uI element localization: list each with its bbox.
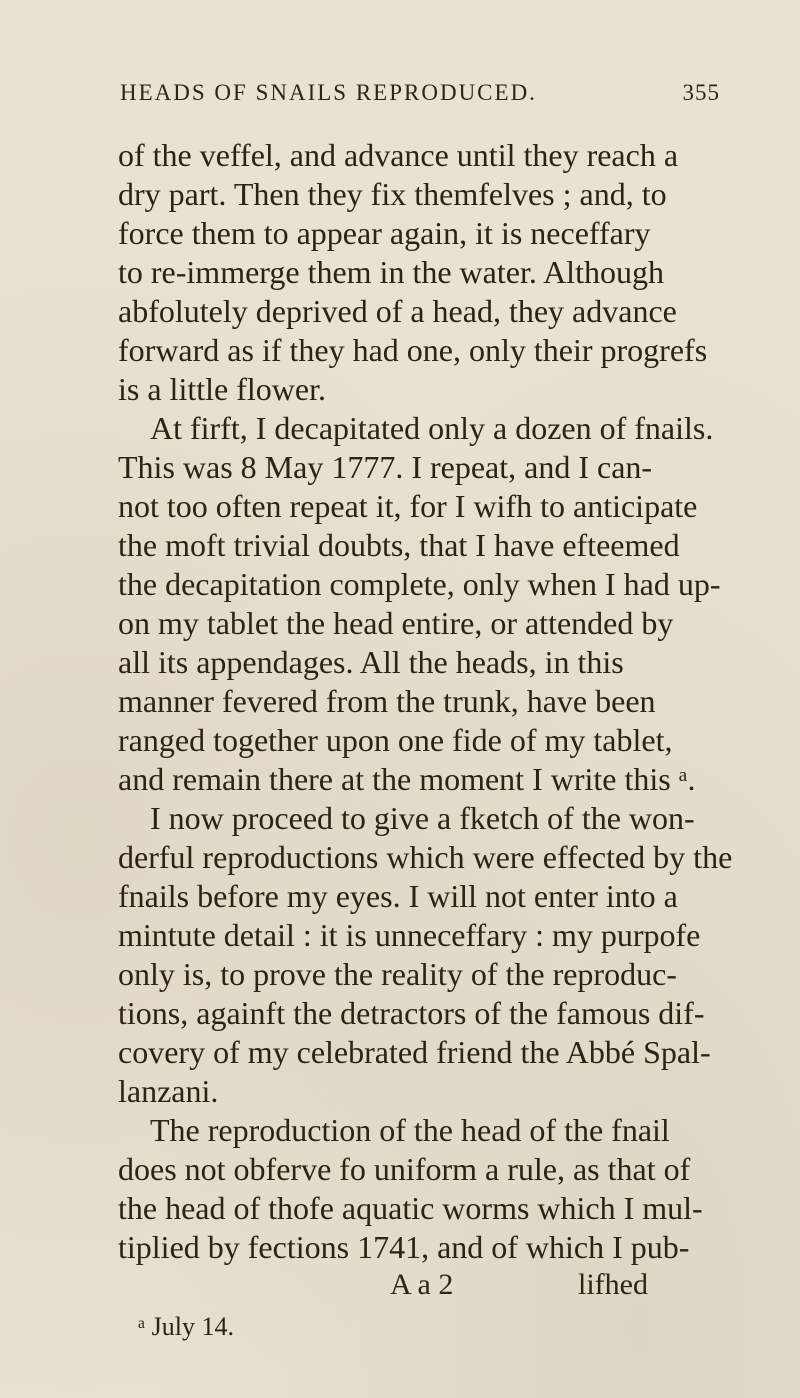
text-line: manner fevered from the trunk, have been	[118, 683, 656, 719]
text-line: the decapitation complete, only when I had up-	[118, 566, 721, 602]
text-line: At firft, I decapitated only a dozen of fnails.	[150, 410, 714, 446]
text-line: tiplied by fections 1741, and of which I pub-	[118, 1229, 690, 1265]
text-line: The reproduction of the head of the fnail	[150, 1112, 670, 1148]
text-line: This was 8 May 1777. I repeat, and I can-	[118, 449, 653, 485]
text-line: tions, againft the detractors of the famous dif-	[118, 995, 705, 1031]
text-line: does not obferve fo uniform a rule, as that of	[118, 1151, 691, 1187]
text-line: on my tablet the head entire, or attended by	[118, 605, 674, 641]
page-number: 355	[682, 80, 720, 105]
text-line: covery of my celebrated friend the Abbé Spal-	[118, 1034, 711, 1070]
text-line: not too often repeat it, for I wifh to anticipate	[118, 488, 698, 524]
text-line: derful reproductions which were effected by the	[118, 839, 733, 875]
text-line: lanzani.	[118, 1073, 219, 1109]
text-line: the head of thofe aquatic worms which I mul-	[118, 1190, 703, 1226]
text-line: of the veffel, and advance until they reach a	[118, 137, 679, 173]
text-line: force them to appear again, it is neceffary	[118, 215, 651, 251]
text-line: to re-immerge them in the water. Although	[118, 254, 664, 290]
text-line: all its appendages. All the heads, in this	[118, 644, 624, 680]
text-line: mintute detail : it is unneceffary : my purpofe	[118, 917, 701, 953]
text-line: and remain there at the moment I write this ᵃ.	[118, 761, 696, 797]
text-line: is a little flower.	[118, 371, 326, 407]
text-line: forward as if they had one, only their progrefs	[118, 332, 708, 368]
footnote: ᵃ July 14.	[138, 1312, 234, 1341]
signature-mark: A a 2	[390, 1268, 454, 1301]
running-title: HEADS OF SNAILS REPRODUCED.	[120, 80, 537, 105]
text-line: dry part. Then they fix themfelves ; and, to	[118, 176, 667, 212]
text-line: I now proceed to give a fketch of the won-	[150, 800, 695, 836]
text-line: only is, to prove the reality of the reproduc-	[118, 956, 677, 992]
text-line: fnails before my eyes. I will not enter into a	[118, 878, 678, 914]
text-line: abfolutely deprived of a head, they advance	[118, 293, 677, 329]
text-line: ranged together upon one fide of my tablet,	[118, 722, 673, 758]
text-line: the moft trivial doubts, that I have efteemed	[118, 527, 680, 563]
running-head	[120, 80, 720, 110]
catchword: lifhed	[578, 1268, 648, 1301]
